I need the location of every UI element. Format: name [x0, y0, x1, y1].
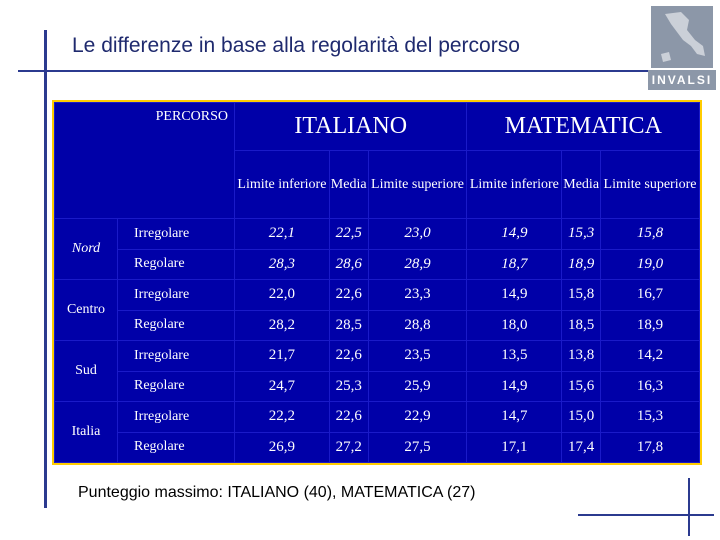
value-cell: 16,3	[601, 371, 700, 402]
value-cell: 28,5	[329, 310, 368, 341]
col-header: Media	[329, 151, 368, 219]
logo-mark-icon	[651, 6, 713, 68]
region-label: Italia	[55, 402, 118, 463]
col-header: Limite superiore	[601, 151, 700, 219]
value-cell: 17,4	[562, 432, 601, 463]
value-cell: 15,8	[562, 280, 601, 311]
value-cell: 15,6	[562, 371, 601, 402]
value-cell: 24,7	[235, 371, 330, 402]
col-header: Limite inferiore	[235, 151, 330, 219]
value-cell: 18,5	[562, 310, 601, 341]
value-cell: 18,7	[467, 249, 562, 280]
decorative-vertical-line-right	[688, 478, 690, 536]
value-cell: 22,1	[235, 219, 330, 250]
value-cell: 28,2	[235, 310, 330, 341]
percorso-cell: Irregolare	[118, 341, 235, 372]
region-label: Sud	[55, 341, 118, 402]
value-cell: 25,9	[368, 371, 467, 402]
col-header: Media	[562, 151, 601, 219]
col-header: Limite superiore	[368, 151, 467, 219]
subject-header-matematica: MATEMATICA	[467, 103, 700, 151]
value-cell: 21,7	[235, 341, 330, 372]
value-cell: 25,3	[329, 371, 368, 402]
value-cell: 14,2	[601, 341, 700, 372]
value-cell: 14,9	[467, 280, 562, 311]
table-row	[55, 341, 700, 372]
value-cell: 18,0	[467, 310, 562, 341]
region-label: Centro	[55, 280, 118, 341]
table-row	[55, 432, 700, 463]
value-cell: 22,2	[235, 402, 330, 433]
subject-header-italiano: ITALIANO	[235, 103, 467, 151]
percorso-cell: Irregolare	[118, 280, 235, 311]
value-cell: 17,1	[467, 432, 562, 463]
percorso-label: PERCORSO	[155, 109, 228, 124]
value-cell: 26,9	[235, 432, 330, 463]
value-cell: 22,9	[368, 402, 467, 433]
value-cell: 15,0	[562, 402, 601, 433]
value-cell: 15,8	[601, 219, 700, 250]
value-cell: 28,8	[368, 310, 467, 341]
table-row	[55, 310, 700, 341]
value-cell: 28,3	[235, 249, 330, 280]
region-label: Nord	[55, 219, 118, 280]
value-cell: 13,5	[467, 341, 562, 372]
results-table	[52, 100, 702, 465]
table-row	[55, 402, 700, 433]
value-cell: 14,9	[467, 219, 562, 250]
max-score-note: Punteggio massimo: ITALIANO (40), MATEMATICA (27)	[78, 484, 476, 501]
percorso-header	[55, 103, 235, 219]
decorative-horizontal-line-top	[18, 70, 648, 72]
value-cell: 22,6	[329, 280, 368, 311]
col-header: Limite inferiore	[467, 151, 562, 219]
value-cell: 27,5	[368, 432, 467, 463]
value-cell: 27,2	[329, 432, 368, 463]
value-cell: 15,3	[562, 219, 601, 250]
value-cell: 13,8	[562, 341, 601, 372]
value-cell: 14,9	[467, 371, 562, 402]
table-row	[55, 219, 700, 250]
value-cell: 18,9	[562, 249, 601, 280]
decorative-vertical-line-left	[44, 30, 47, 508]
slide-title: Le differenze in base alla regolarità del percorso	[72, 34, 520, 57]
table-row	[55, 371, 700, 402]
percorso-cell: Regolare	[118, 310, 235, 341]
value-cell: 15,3	[601, 402, 700, 433]
percorso-cell: Regolare	[118, 432, 235, 463]
value-cell: 23,5	[368, 341, 467, 372]
table-row	[55, 280, 700, 311]
value-cell: 23,3	[368, 280, 467, 311]
decorative-horizontal-line-bottom	[578, 514, 714, 516]
value-cell: 28,6	[329, 249, 368, 280]
value-cell: 22,0	[235, 280, 330, 311]
value-cell: 18,9	[601, 310, 700, 341]
table-row	[55, 249, 700, 280]
value-cell: 22,5	[329, 219, 368, 250]
percorso-cell: Regolare	[118, 249, 235, 280]
italy-silhouette-icon	[651, 6, 713, 68]
value-cell: 23,0	[368, 219, 467, 250]
value-cell: 17,8	[601, 432, 700, 463]
percorso-cell: Irregolare	[118, 219, 235, 250]
logo-wordmark: INVALSI	[648, 70, 716, 90]
invalsi-logo	[648, 6, 716, 94]
value-cell: 22,6	[329, 402, 368, 433]
value-cell: 22,6	[329, 341, 368, 372]
percorso-cell: Regolare	[118, 371, 235, 402]
value-cell: 16,7	[601, 280, 700, 311]
value-cell: 19,0	[601, 249, 700, 280]
percorso-cell: Irregolare	[118, 402, 235, 433]
value-cell: 14,7	[467, 402, 562, 433]
value-cell: 28,9	[368, 249, 467, 280]
